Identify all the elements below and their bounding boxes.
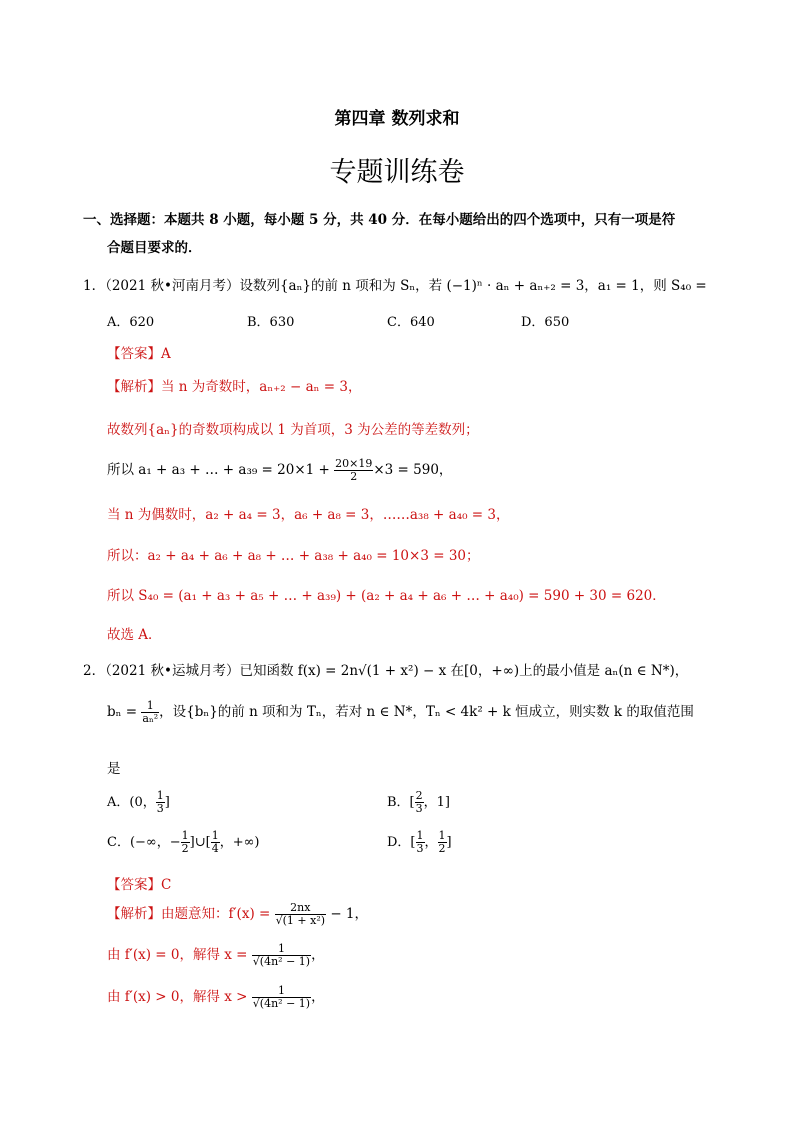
q1-analysis-tag: 【解析】 xyxy=(107,379,161,395)
q2-analysis-line1 xyxy=(107,902,368,927)
q2-stem-line3: 是 xyxy=(107,761,121,777)
frac-num: 1 xyxy=(211,829,219,842)
q2-positive-post: ， xyxy=(311,989,325,1005)
q2-option-d-post: ] xyxy=(446,835,452,850)
q2-derivative-pre: 由题意知：f′(x) = xyxy=(161,906,275,922)
frac-den: √(4n² − 1) xyxy=(252,955,311,968)
q2-derivative-frac xyxy=(275,902,326,927)
frac-den: 4 xyxy=(211,842,219,855)
q2-option-c-frac2 xyxy=(211,830,220,855)
q1-analysis-text: 当 n 为奇数时，aₙ₊₂ − aₙ = 3， xyxy=(161,379,362,395)
q2-positive-frac xyxy=(252,985,311,1010)
q1-analysis-line7: 故选 A． xyxy=(107,627,162,643)
q2-stem-line1: 2．（2021 秋•运城月考）已知函数 f(x) = 2n√(1 + x²) − x 在[0，+∞)上的最小值是 aₙ(n ∈ N*)， xyxy=(83,663,689,679)
q2-option-c-frac1 xyxy=(181,830,190,855)
q1-fraction xyxy=(334,458,373,483)
q1-analysis-line6: 所以 S₄₀ = (a₁ + a₃ + a₅ + … + a₃₉) + (a₂ + a₄ + a₆ + … + a₄₀) = 590 + 30 = 620． xyxy=(107,588,666,604)
q2-option-b-frac xyxy=(415,790,424,815)
q2-b-fraction xyxy=(141,700,159,725)
frac-den: 3 xyxy=(415,802,423,815)
q1-answer: 【答案】A xyxy=(107,346,171,362)
q1-sum-odd-text: 所以 a₁ + a₃ + … + a₃₉ = 20×1 + xyxy=(107,462,335,478)
q2-b-fraction-num: 1 xyxy=(141,700,159,713)
frac-num: 1 xyxy=(181,829,189,842)
q1-stem: 1．（2021 秋•河南月考）设数列{aₙ}的前 n 项和为 Sₙ，若 (−1)ⁿ · aₙ + aₙ₊₂ = 3，a₁ = 1，则 S₄₀ = xyxy=(83,278,707,294)
q2-option-c-pre: C．(−∞，− xyxy=(107,835,181,850)
q2-option-c-mid: ]∪[ xyxy=(189,835,211,850)
frac-den: √(1 + x²) xyxy=(275,914,326,927)
q1-option-a: A．620 xyxy=(107,315,155,330)
q1-fraction-den: 2 xyxy=(350,470,358,483)
q2-analysis-line3 xyxy=(107,985,325,1010)
q2-option-d-frac1 xyxy=(416,830,425,855)
frac-num: 2 xyxy=(415,789,423,802)
frac-num: 1 xyxy=(156,789,164,802)
frac-num: 1 xyxy=(252,943,311,956)
q2-option-c-post: ，+∞) xyxy=(219,835,260,850)
page-subtitle: 专题训练卷 xyxy=(329,157,465,188)
q2-option-b-pre: B．[ xyxy=(387,795,415,810)
frac-num: 1 xyxy=(252,985,311,998)
frac-num: 1 xyxy=(416,829,424,842)
q1-analysis-line5: 所以：a₂ + a₄ + a₆ + a₈ + … + a₃₈ + a₄₀ = 10×3 = 30； xyxy=(107,548,480,564)
chapter-title: 第四章 数列求和 xyxy=(334,109,460,129)
q2-answer: 【答案】C xyxy=(107,877,172,893)
frac-den: 3 xyxy=(416,842,424,855)
q2-option-d-pre: D．[ xyxy=(387,835,416,850)
q1-analysis-line2: 故数列{aₙ}的奇数项构成以 1 为首项，3 为公差的等差数列； xyxy=(107,422,479,438)
frac-den: 3 xyxy=(156,802,164,815)
q2-b-def: bₙ = xyxy=(107,704,142,720)
q2-option-b xyxy=(387,790,450,815)
q1-fraction-num: 20×19 xyxy=(335,457,373,470)
q1-option-d: D．650 xyxy=(521,315,570,330)
q2-option-c xyxy=(107,830,259,855)
q1-sum-odd-result: ×3 = 590， xyxy=(373,462,453,478)
q2-stem-line2 xyxy=(107,700,694,725)
q2-option-a-pre: A．(0， xyxy=(107,795,156,810)
frac-den: 2 xyxy=(438,842,446,855)
frac-den: √(4n² − 1) xyxy=(252,997,311,1010)
q2-option-b-post: ，1] xyxy=(423,795,450,810)
q2-option-a-frac xyxy=(156,790,165,815)
q1-analysis-line4: 当 n 为偶数时，a₂ + a₄ = 3，a₆ + a₈ = 3，……a₃₈ + a₄₀ = 3， xyxy=(107,507,510,523)
q2-zero-pre: 由 f′(x) = 0，解得 x = xyxy=(107,947,252,963)
q2-zero-post: ， xyxy=(311,947,325,963)
q2-stem-rest: ，设{bₙ}的前 n 项和为 Tₙ，若对 n ∈ N*，Tₙ < 4k² + k 恒成立，则实数 k 的取值范围 xyxy=(159,704,694,720)
q1-analysis-line1 xyxy=(107,375,361,395)
q2-option-a-post: ] xyxy=(164,795,170,810)
q2-derivative-post: − 1， xyxy=(326,906,369,922)
q2-analysis-line2 xyxy=(107,943,325,968)
section-heading-line1: 一、选择题：本题共 8 小题，每小题 5 分，共 40 分．在每小题给出的四个选项中，只有一项是符 xyxy=(83,212,676,228)
frac-den: 2 xyxy=(181,842,189,855)
frac-num: 1 xyxy=(438,829,446,842)
q2-analysis-tag: 【解析】 xyxy=(107,906,161,922)
q2-zero-frac xyxy=(252,943,311,968)
q1-analysis-line3 xyxy=(107,458,452,483)
q1-option-b: B．630 xyxy=(247,315,295,330)
frac-num: 2nx xyxy=(275,902,326,915)
q2-option-a xyxy=(107,790,170,815)
q2-option-d-frac2 xyxy=(438,830,447,855)
q2-option-d-mid: ， xyxy=(424,835,438,850)
q1-option-c: C．640 xyxy=(387,315,435,330)
q2-b-fraction-den: aₙ² xyxy=(142,712,159,725)
section-heading-line2: 合题目要求的． xyxy=(107,240,202,256)
q2-positive-pre: 由 f′(x) > 0，解得 x > xyxy=(107,989,252,1005)
q2-option-d xyxy=(387,830,452,855)
